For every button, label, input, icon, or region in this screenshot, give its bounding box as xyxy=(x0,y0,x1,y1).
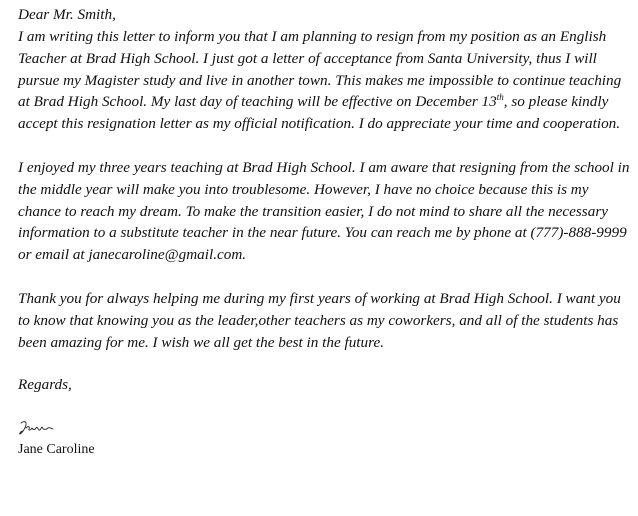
resignation-letter xyxy=(18,0,632,475)
paragraph-1-text-a: I am writing this letter to inform you that I am planning to resign from my position as an English Teacher at Brad High School. I just got a letter of acceptance from Santa University, thus I will pursue my Magister study and live in another town. This makes me impossible to continue teaching at Brad High School. My last day of teaching will be effective on December 13 xyxy=(18,28,622,111)
signature-scribble xyxy=(18,419,58,437)
letter-greeting: Dear Mr. Smith, xyxy=(18,6,116,23)
letter-paragraph-2: I enjoyed my three years teaching at Brad High School. I am aware that resigning from the school in the middle year will make you into troublesome. However, I have no choice because this is my chance to reach my dream. To make the transition easier, I do not mind to share all the necessary information to a substitute teacher in the near future. You can reach me by phone at (777)-888-9999 or email at janecaroline@gmail.com. xyxy=(18,158,630,264)
date-ordinal-suffix: th xyxy=(496,92,504,103)
letter-paragraph-1 xyxy=(18,26,632,135)
letter-closing: Regards, xyxy=(18,376,72,394)
signer-name: Jane Caroline xyxy=(18,442,95,458)
handwritten-signature xyxy=(18,417,632,439)
letter-paragraph-3: Thank you for always helping me during my first years of working at Brad High School. I want you to know that knowing you as the leader,other teachers as my coworkers, and all of the students has been amazing for me. I wish we all get the best in the future. xyxy=(18,289,621,351)
paragraph-1-text-b: , so please kindly accept this resignation letter as my official notification. I do appreciate your time and cooperation. xyxy=(18,93,621,133)
